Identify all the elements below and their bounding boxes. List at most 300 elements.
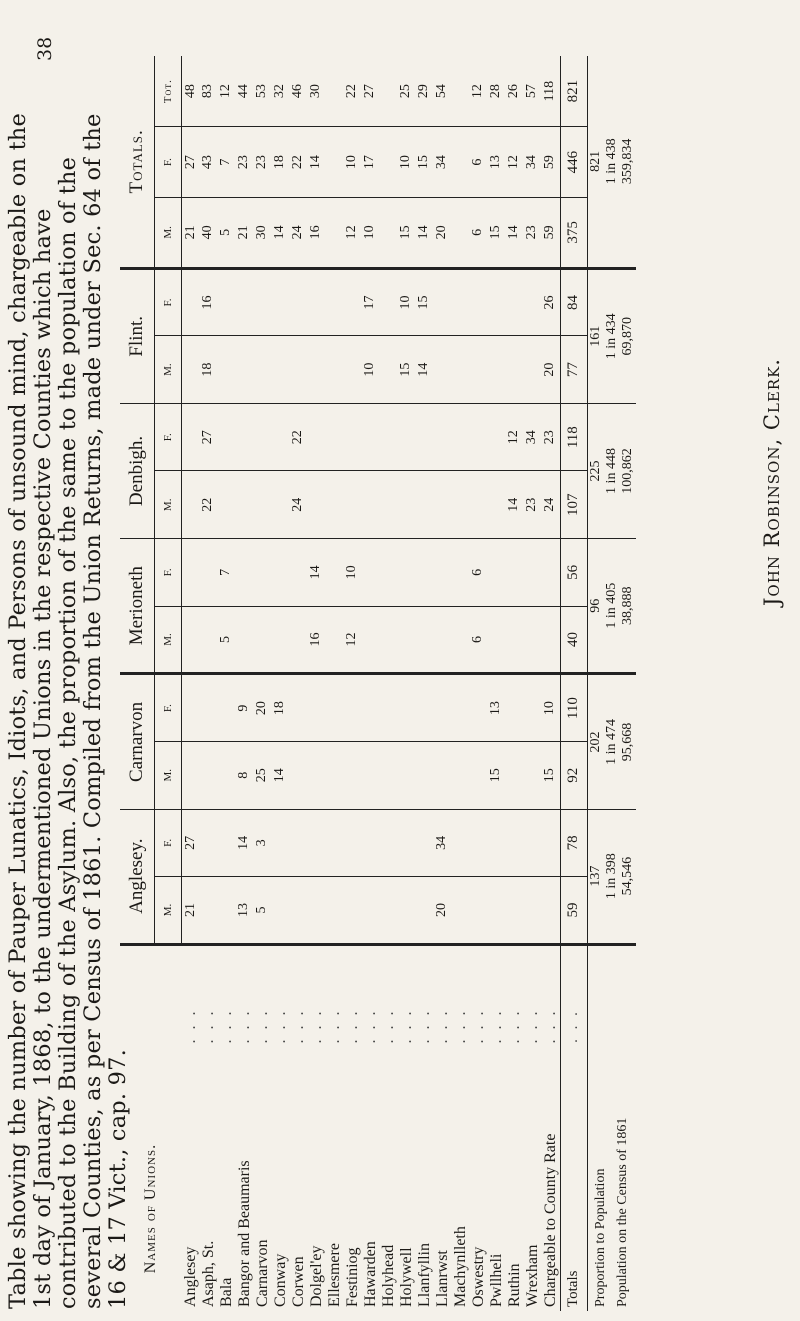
count-cell	[524, 539, 542, 607]
proportion-value: 1 in 438	[603, 138, 619, 185]
count-cell	[362, 741, 380, 809]
total-cell: 27	[182, 127, 200, 198]
union-name: Ellesmere	[325, 1243, 343, 1307]
count-cell: 15	[416, 268, 434, 336]
count-cell	[452, 606, 470, 674]
total-cell: 375	[560, 197, 587, 268]
county-header-totals: Totals.	[120, 56, 155, 268]
total-cell: 30	[254, 197, 272, 268]
count-cell	[326, 403, 344, 471]
dot-leader: . . .	[271, 1008, 289, 1044]
summary-totals	[587, 56, 636, 268]
count-cell	[344, 809, 362, 877]
count-cell	[506, 809, 524, 877]
count-cell	[524, 877, 542, 945]
count-cell	[236, 539, 254, 607]
count-cell	[236, 403, 254, 471]
count-cell	[236, 606, 254, 674]
count-cell	[398, 809, 416, 877]
count-cell	[182, 539, 200, 607]
count-cell: 15	[398, 336, 416, 404]
count-cell	[506, 877, 524, 945]
count-cell	[524, 606, 542, 674]
dot-leader: . . .	[235, 1008, 253, 1044]
proportion-value: 1 in 448	[603, 448, 619, 494]
union-name: Asaph, St.	[199, 1240, 217, 1307]
union-name: Oswestry	[469, 1246, 487, 1307]
count-cell	[236, 471, 254, 539]
count-cell	[434, 606, 452, 674]
count-cell	[434, 539, 452, 607]
dot-leader: . . .	[487, 1008, 505, 1044]
count-cell	[434, 403, 452, 471]
total-cell: 57	[524, 56, 542, 127]
total-cell: 83	[200, 56, 218, 127]
total-cell: 15	[488, 197, 506, 268]
count-cell	[506, 539, 524, 607]
count-cell: 15	[542, 741, 561, 809]
total-cell: 10	[362, 197, 380, 268]
total-cell	[452, 197, 470, 268]
count-cell: 10	[362, 336, 380, 404]
count-cell	[200, 809, 218, 877]
total-cell: 14	[308, 127, 326, 198]
combined-total: 821	[587, 150, 603, 172]
population-label: Population on the Census of 1861	[614, 1117, 630, 1307]
total-cell: 28	[488, 56, 506, 127]
dot-leader: . . .	[433, 1008, 451, 1044]
total-cell: 12	[470, 56, 488, 127]
total-cell: 43	[200, 127, 218, 198]
dot-leader: . . .	[307, 1008, 325, 1044]
table-row	[236, 56, 254, 1311]
count-cell	[416, 539, 434, 607]
proportion-value: 1 in 405	[603, 582, 619, 629]
county-header-anglesey: Anglesey.	[120, 809, 155, 944]
count-cell	[470, 336, 488, 404]
count-cell	[524, 336, 542, 404]
total-cell: 40	[560, 606, 587, 674]
count-cell	[254, 403, 272, 471]
female-header: F.	[155, 674, 182, 742]
count-cell: 27	[200, 403, 218, 471]
union-name: Wrexham	[523, 1244, 541, 1307]
combined-total: 202	[587, 731, 603, 753]
count-cell	[506, 674, 524, 742]
proportion-value: 1 in 398	[603, 853, 619, 900]
count-cell	[506, 606, 524, 674]
count-cell	[398, 471, 416, 539]
count-cell: 26	[542, 268, 561, 336]
count-cell	[398, 606, 416, 674]
count-cell: 5	[218, 606, 236, 674]
count-cell	[524, 268, 542, 336]
total-cell	[452, 56, 470, 127]
count-cell	[344, 471, 362, 539]
female-header: F.	[155, 809, 182, 877]
union-name: Ruthin	[505, 1263, 523, 1307]
count-cell	[452, 539, 470, 607]
count-cell	[470, 674, 488, 742]
count-cell	[470, 809, 488, 877]
male-header: M.	[155, 336, 182, 404]
count-cell: 18	[272, 674, 290, 742]
count-cell	[218, 809, 236, 877]
count-cell: 34	[524, 403, 542, 471]
total-cell: 12	[344, 197, 362, 268]
union-name: Bala	[217, 1277, 235, 1307]
total-cell	[380, 56, 398, 127]
total-cell: 22	[344, 56, 362, 127]
union-name: Pwllheli	[487, 1253, 505, 1307]
count-cell: 14	[506, 471, 524, 539]
female-header: F.	[155, 403, 182, 471]
combined-total: 96	[587, 598, 603, 613]
count-cell	[218, 336, 236, 404]
count-cell	[290, 268, 308, 336]
count-cell	[542, 539, 561, 607]
count-cell	[452, 268, 470, 336]
table-row	[488, 56, 506, 1311]
population-value: 38,888	[619, 586, 635, 625]
summary-denbigh	[587, 403, 636, 538]
count-cell: 24	[290, 471, 308, 539]
female-header: F.	[155, 268, 182, 336]
total-cell: 27	[362, 56, 380, 127]
total-cell: 78	[560, 809, 587, 877]
count-cell	[308, 471, 326, 539]
count-cell	[326, 268, 344, 336]
count-cell	[380, 741, 398, 809]
totals-label: Totals	[560, 1106, 587, 1311]
count-cell	[344, 336, 362, 404]
total-cell: 23	[236, 127, 254, 198]
dots-header	[120, 944, 182, 1106]
count-cell: 13	[236, 877, 254, 945]
total-cell: 21	[182, 197, 200, 268]
page-number: 38	[34, 36, 56, 61]
table-row	[272, 56, 290, 1311]
count-cell	[524, 809, 542, 877]
count-cell	[380, 877, 398, 945]
female-header: F.	[155, 127, 182, 198]
count-cell	[344, 741, 362, 809]
total-cell: 16	[308, 197, 326, 268]
count-cell	[416, 877, 434, 945]
table-row	[200, 56, 218, 1311]
count-cell	[542, 809, 561, 877]
total-cell: 30	[308, 56, 326, 127]
count-cell	[470, 403, 488, 471]
total-cell: 12	[218, 56, 236, 127]
table-row	[452, 56, 470, 1311]
count-cell: 9	[236, 674, 254, 742]
count-cell: 10	[398, 268, 416, 336]
population-value: 95,668	[619, 722, 635, 762]
table-row	[326, 56, 344, 1311]
population-value: 359,834	[619, 138, 635, 185]
totals-row	[560, 56, 587, 1311]
count-cell	[290, 606, 308, 674]
total-cell: 92	[560, 741, 587, 809]
dot-leader: . . .	[415, 1008, 433, 1044]
table-row	[524, 56, 542, 1311]
count-cell: 6	[470, 606, 488, 674]
county-header-merioneth: Merioneth	[120, 539, 155, 674]
total-cell: 56	[560, 539, 587, 607]
count-cell	[380, 606, 398, 674]
count-cell	[362, 471, 380, 539]
total-cell: 15	[398, 197, 416, 268]
count-cell	[488, 403, 506, 471]
total-cell: 118	[560, 403, 587, 471]
total-cell: 446	[560, 127, 587, 198]
dot-leader: . . .	[397, 1008, 415, 1044]
population-value: 69,870	[619, 317, 635, 356]
total-cell: 821	[560, 56, 587, 127]
count-cell	[506, 336, 524, 404]
dot-leader: . . .	[560, 944, 587, 1106]
total-cell: 34	[524, 127, 542, 198]
total-cell: 14	[272, 197, 290, 268]
count-cell	[290, 674, 308, 742]
count-cell	[308, 336, 326, 404]
count-cell	[380, 403, 398, 471]
count-cell	[434, 336, 452, 404]
combined-total: 137	[587, 865, 603, 887]
count-cell	[272, 268, 290, 336]
union-rows	[182, 56, 561, 1311]
count-cell	[452, 674, 470, 742]
dot-leader: . . .	[379, 1008, 397, 1044]
proportion-row	[587, 56, 636, 1311]
total-cell: 13	[488, 127, 506, 198]
dot-leader: . . .	[541, 1008, 559, 1044]
dot-leader: . . .	[253, 1008, 271, 1044]
total-cell: 15	[416, 127, 434, 198]
total-cell: 59	[542, 197, 561, 268]
count-cell	[326, 471, 344, 539]
population-value: 54,546	[619, 856, 635, 896]
combined-total: 225	[587, 460, 603, 482]
count-cell	[488, 877, 506, 945]
count-cell	[416, 674, 434, 742]
count-cell	[254, 471, 272, 539]
dot-leader: . . .	[451, 1008, 469, 1044]
count-cell	[452, 336, 470, 404]
count-cell	[200, 539, 218, 607]
count-cell: 5	[254, 877, 272, 945]
male-header: M.	[155, 741, 182, 809]
count-cell: 34	[434, 809, 452, 877]
count-cell	[362, 606, 380, 674]
count-cell	[326, 606, 344, 674]
total-cell: 84	[560, 268, 587, 336]
count-cell	[452, 741, 470, 809]
count-cell	[434, 674, 452, 742]
proportion-labels	[587, 944, 636, 1311]
union-name: Hawarden	[361, 1241, 379, 1307]
count-cell: 12	[344, 606, 362, 674]
union-name: Conway	[271, 1253, 289, 1307]
count-cell	[344, 268, 362, 336]
count-cell	[416, 606, 434, 674]
total-cell: 34	[434, 127, 452, 198]
count-cell	[182, 674, 200, 742]
count-cell	[434, 268, 452, 336]
male-header: M.	[155, 606, 182, 674]
count-cell	[326, 539, 344, 607]
total-cell: 14	[416, 197, 434, 268]
count-cell: 23	[542, 403, 561, 471]
table-row	[542, 56, 561, 1311]
count-cell	[470, 268, 488, 336]
count-cell: 6	[470, 539, 488, 607]
count-cell: 13	[488, 674, 506, 742]
count-cell	[290, 741, 308, 809]
table-row	[290, 56, 308, 1311]
total-cell	[326, 127, 344, 198]
male-header: M.	[155, 877, 182, 945]
count-cell: 22	[200, 471, 218, 539]
total-cell: 46	[290, 56, 308, 127]
table-row	[416, 56, 434, 1311]
female-header: F.	[155, 539, 182, 607]
count-cell	[362, 539, 380, 607]
total-cell: 7	[218, 127, 236, 198]
count-cell	[416, 809, 434, 877]
count-cell: 15	[488, 741, 506, 809]
count-cell	[344, 403, 362, 471]
total-cell: 26	[506, 56, 524, 127]
count-cell	[488, 471, 506, 539]
count-cell	[380, 336, 398, 404]
count-cell	[380, 674, 398, 742]
count-cell	[488, 539, 506, 607]
count-cell: 27	[182, 809, 200, 877]
count-cell	[182, 268, 200, 336]
total-cell: 44	[236, 56, 254, 127]
count-cell: 16	[308, 606, 326, 674]
table-row	[398, 56, 416, 1311]
count-cell	[254, 539, 272, 607]
union-name: Carnarvon	[253, 1239, 271, 1307]
dot-leader: . . .	[199, 1008, 217, 1044]
count-cell	[524, 674, 542, 742]
count-cell	[200, 741, 218, 809]
count-cell	[290, 539, 308, 607]
summary-flint	[587, 268, 636, 403]
count-cell	[326, 674, 344, 742]
proportion-value: 1 in 434	[603, 313, 619, 360]
count-cell	[380, 471, 398, 539]
table-title: Table showing the number of Pauper Lunatics, Idiots, and Persons of unsound mind, chargeable on the 1st day of January, 1868, to the undermentioned Unions in the respective Counties which have contributed to the Building of the Asylum. Also, the proportion of the same to the population of the several Counties, as per Census of 1861. Compiled from the Union Returns, made under Sec. 64 of the 16 & 17 Vict., cap. 97.	[5, 112, 131, 1309]
table-row	[434, 56, 452, 1311]
count-cell	[434, 741, 452, 809]
count-cell	[308, 741, 326, 809]
count-cell	[308, 809, 326, 877]
table-row	[506, 56, 524, 1311]
count-cell	[308, 268, 326, 336]
count-cell: 18	[200, 336, 218, 404]
count-cell	[272, 877, 290, 945]
total-cell: 20	[434, 197, 452, 268]
count-cell: 21	[182, 877, 200, 945]
count-cell	[290, 877, 308, 945]
count-cell	[524, 741, 542, 809]
count-cell	[398, 539, 416, 607]
total-cell: 5	[218, 197, 236, 268]
count-cell: 20	[434, 877, 452, 945]
total-cell: 21	[236, 197, 254, 268]
count-cell	[470, 471, 488, 539]
dot-leader: . . .	[505, 1008, 523, 1044]
county-header-carnarvon: Carnarvon	[120, 674, 155, 809]
count-cell	[200, 877, 218, 945]
count-cell: 8	[236, 741, 254, 809]
total-cell: 23	[254, 127, 272, 198]
proportion-value: 1 in 474	[603, 718, 619, 765]
count-cell	[308, 403, 326, 471]
total-cell: 48	[182, 56, 200, 127]
count-cell	[290, 336, 308, 404]
proportion-label: Proportion to Population	[592, 1168, 608, 1307]
county-header-flint: Flint.	[120, 268, 155, 403]
count-cell	[452, 877, 470, 945]
total-cell: 29	[416, 56, 434, 127]
count-cell: 22	[290, 403, 308, 471]
count-cell	[308, 674, 326, 742]
total-cell: 18	[272, 127, 290, 198]
count-cell	[488, 268, 506, 336]
count-cell	[326, 741, 344, 809]
union-name: Chargeable to County Rate	[541, 1133, 559, 1307]
summary-anglesey	[587, 809, 636, 944]
count-cell	[182, 606, 200, 674]
total-cell: 14	[506, 197, 524, 268]
male-header: M.	[155, 471, 182, 539]
count-cell	[434, 471, 452, 539]
count-cell	[488, 336, 506, 404]
dot-leader: . . .	[181, 1008, 199, 1044]
count-cell	[398, 877, 416, 945]
count-cell	[272, 336, 290, 404]
count-cell	[416, 471, 434, 539]
count-cell	[182, 741, 200, 809]
count-cell	[218, 741, 236, 809]
count-cell: 14	[416, 336, 434, 404]
count-cell: 16	[200, 268, 218, 336]
count-cell	[362, 809, 380, 877]
count-cell	[218, 403, 236, 471]
dot-leader: . . .	[289, 1008, 307, 1044]
count-cell	[326, 336, 344, 404]
union-name: Llanrwst	[433, 1250, 451, 1307]
combined-total: 161	[587, 325, 603, 347]
count-cell	[182, 471, 200, 539]
count-cell	[380, 268, 398, 336]
count-cell	[452, 809, 470, 877]
total-cell: 25	[398, 56, 416, 127]
county-header-denbigh: Denbigh.	[120, 403, 155, 538]
count-cell	[506, 268, 524, 336]
count-cell	[218, 471, 236, 539]
count-cell	[344, 877, 362, 945]
table-row	[182, 56, 200, 1311]
total-cell: 54	[434, 56, 452, 127]
table-row	[344, 56, 362, 1311]
count-cell	[344, 674, 362, 742]
